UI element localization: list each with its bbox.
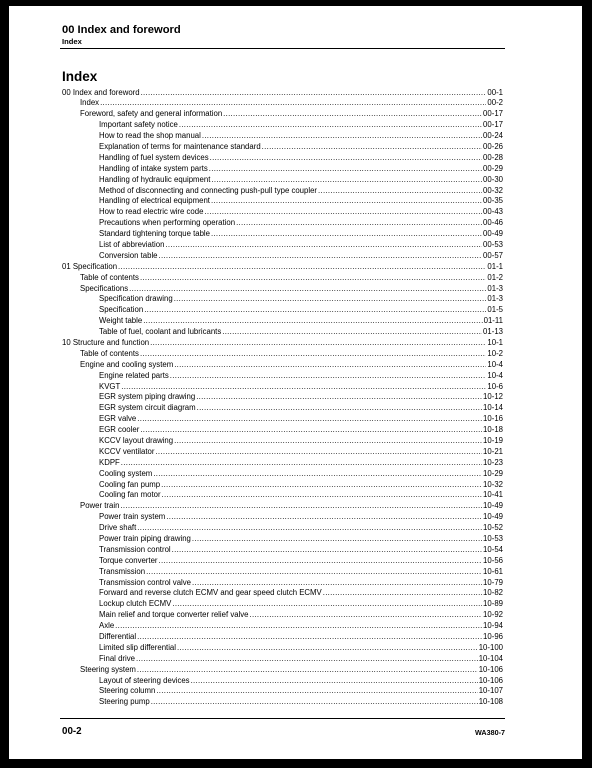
index-heading: Index — [62, 69, 98, 84]
dot-leader — [140, 349, 486, 360]
index-entry-page: 01-5 — [487, 305, 503, 315]
index-entry-label: Specifications — [80, 283, 129, 293]
index-entry-page: 00-46 — [483, 218, 503, 228]
index-entry-label: Foreword, safety and general information — [80, 109, 223, 119]
dot-leader — [137, 665, 478, 676]
index-entry-label: Axle — [99, 621, 115, 631]
index-entry-label: Table of contents — [80, 272, 139, 282]
index-entry[interactable] — [62, 643, 503, 654]
index-entry-label: EGR valve — [99, 414, 137, 424]
index-entry[interactable] — [62, 153, 503, 164]
index-entry-page: 00-17 — [483, 109, 503, 119]
index-entry[interactable] — [62, 588, 503, 599]
dot-leader — [137, 523, 482, 534]
index-entry-label: Power train piping drawing — [99, 534, 191, 544]
index-entry[interactable] — [62, 262, 503, 273]
index-entry-label: Method of disconnecting and connecting push-pull type coupler — [99, 185, 318, 195]
index-entry-page: 00-29 — [483, 163, 503, 173]
dot-leader — [144, 305, 486, 316]
index-entry[interactable] — [62, 665, 503, 676]
dot-leader — [118, 262, 486, 273]
dot-leader — [191, 676, 478, 687]
dot-leader — [172, 545, 482, 556]
dot-leader — [141, 88, 487, 99]
index-entry-page: 10-106 — [478, 664, 503, 674]
index-entry[interactable] — [62, 480, 503, 491]
index-entry-label: EGR system circuit diagram — [99, 403, 196, 413]
index-entry[interactable] — [62, 164, 503, 175]
dot-leader — [115, 621, 482, 632]
index-entry-page: 10-82 — [483, 588, 503, 598]
index-entry[interactable] — [62, 501, 503, 512]
dot-leader — [197, 403, 482, 414]
index-entry-label: Steering system — [80, 664, 136, 674]
index-entry-page: 00-2 — [487, 98, 503, 108]
index-entry-page: 01-13 — [483, 327, 503, 337]
dot-leader — [137, 414, 482, 425]
index-entry[interactable] — [62, 294, 503, 305]
table-of-contents — [62, 88, 503, 709]
index-entry-page: 01-3 — [487, 294, 503, 304]
index-entry-label: Power train — [80, 501, 120, 511]
index-entry[interactable] — [62, 403, 503, 414]
index-entry-page: 10-1 — [487, 337, 503, 347]
index-entry[interactable] — [62, 120, 503, 131]
dot-leader — [161, 480, 482, 491]
index-entry-page: 00-26 — [483, 141, 503, 151]
index-entry-page: 10-53 — [483, 534, 503, 544]
dot-leader — [177, 643, 478, 654]
index-entry-label: KVGT — [99, 381, 121, 391]
dot-leader — [174, 436, 482, 447]
dot-leader — [204, 207, 482, 218]
manual-page — [9, 6, 582, 759]
dot-leader — [155, 447, 482, 458]
index-entry-label: Index — [80, 98, 100, 108]
index-entry-page: 01-11 — [483, 316, 503, 326]
index-entry[interactable] — [62, 316, 503, 327]
index-entry[interactable] — [62, 327, 503, 338]
index-entry[interactable] — [62, 98, 503, 109]
dot-leader — [223, 109, 482, 120]
model-code: WA380-7 — [475, 728, 505, 737]
index-entry-label: Layout of steering devices — [99, 675, 190, 685]
chapter-title: 00 Index and foreword — [62, 24, 181, 36]
index-entry-page: 10-16 — [483, 414, 503, 424]
index-entry-label: KCCV layout drawing — [99, 436, 174, 445]
index-entry[interactable] — [62, 490, 503, 501]
index-entry-label: Weight table — [99, 316, 143, 326]
index-entry[interactable] — [62, 207, 503, 218]
index-entry-label: Final drive — [99, 653, 135, 663]
index-entry-label: Cooling system — [99, 468, 153, 478]
dot-leader — [100, 98, 486, 109]
index-entry-page: 00-32 — [483, 185, 503, 195]
dot-leader — [153, 469, 482, 480]
index-entry-page: 10-108 — [478, 697, 503, 707]
dot-leader — [318, 186, 482, 197]
index-entry-label: Handling of intake system parts — [99, 163, 208, 173]
index-entry-label: Steering pump — [99, 697, 150, 707]
index-entry-page: 10-92 — [483, 610, 503, 620]
header-divider — [60, 48, 505, 49]
index-entry-label: Steering column — [99, 686, 156, 696]
index-entry[interactable] — [62, 512, 503, 523]
index-entry[interactable] — [62, 338, 503, 349]
index-entry-label: How to read electric wire code — [99, 207, 204, 217]
index-entry-page: 00-24 — [483, 131, 503, 141]
index-entry-label: Lockup clutch ECMV — [99, 599, 172, 609]
dot-leader — [121, 382, 486, 393]
index-entry-page: 10-21 — [483, 446, 503, 456]
index-entry-page: 10-19 — [483, 436, 503, 445]
dot-leader — [192, 578, 482, 589]
index-entry-label: 01 Specification — [62, 261, 118, 271]
index-entry-label: Cooling fan motor — [99, 490, 161, 500]
index-entry-label: 00 Index and foreword — [62, 87, 140, 97]
index-entry-page: 10-54 — [483, 544, 503, 554]
index-entry[interactable] — [62, 196, 503, 207]
index-entry-page: 10-18 — [483, 425, 503, 435]
dot-leader — [323, 588, 482, 599]
index-entry-label: EGR system piping drawing — [99, 392, 196, 402]
index-entry-page: 00-53 — [483, 239, 503, 249]
index-entry-page: 00-30 — [483, 174, 503, 184]
index-entry-label: EGR cooler — [99, 425, 140, 435]
index-entry[interactable] — [62, 447, 503, 458]
index-entry-label: Differential — [99, 632, 137, 642]
index-entry-page: 10-52 — [483, 523, 503, 533]
index-entry-label: List of abbreviation — [99, 239, 165, 249]
index-entry-label: Main relief and torque converter relief valve — [99, 610, 249, 620]
index-entry[interactable] — [62, 371, 503, 382]
index-entry[interactable] — [62, 251, 503, 262]
dot-leader — [136, 654, 478, 665]
dot-leader — [159, 251, 483, 262]
index-entry-page: 10-41 — [483, 490, 503, 500]
index-entry-page: 10-2 — [487, 348, 503, 358]
dot-leader — [137, 632, 482, 643]
index-entry[interactable] — [62, 142, 503, 153]
index-entry-page: 10-4 — [487, 370, 503, 380]
index-entry-label: Handling of hydraulic equipment — [99, 174, 211, 184]
index-entry[interactable] — [62, 534, 503, 545]
index-entry-label: Transmission control valve — [99, 577, 192, 587]
dot-leader — [159, 556, 483, 567]
index-entry-page: 10-107 — [478, 686, 503, 696]
index-entry-page: 10-14 — [483, 403, 503, 413]
index-entry[interactable] — [62, 599, 503, 610]
index-entry-label: Specification — [99, 305, 144, 315]
index-entry[interactable] — [62, 284, 503, 295]
dot-leader — [129, 284, 486, 295]
index-entry-label: KCCV ventilator — [99, 446, 155, 456]
index-entry-page: 00-43 — [483, 207, 503, 217]
index-entry[interactable] — [62, 676, 503, 687]
index-entry-label: Handling of fuel system devices — [99, 152, 209, 162]
index-entry[interactable] — [62, 686, 503, 697]
index-entry[interactable] — [62, 469, 503, 480]
index-entry[interactable] — [62, 240, 503, 251]
index-entry-label: Explanation of terms for maintenance standard — [99, 141, 261, 151]
index-entry-page: 10-61 — [483, 566, 503, 576]
dot-leader — [151, 697, 478, 708]
index-entry[interactable] — [62, 349, 503, 360]
index-entry-label: Important safety notice — [99, 120, 178, 130]
index-entry-label: Engine related parts — [99, 370, 169, 380]
dot-leader — [174, 360, 486, 371]
index-entry-page: 01-3 — [487, 283, 503, 293]
index-entry-label: Cooling fan pump — [99, 479, 161, 489]
dot-leader — [146, 567, 482, 578]
index-entry-page: 00-17 — [483, 120, 503, 130]
index-entry[interactable] — [62, 425, 503, 436]
index-entry-page: 10-32 — [483, 479, 503, 489]
index-entry-label: Standard tightening torque table — [99, 229, 210, 239]
dot-leader — [211, 196, 482, 207]
index-entry[interactable] — [62, 545, 503, 556]
dot-leader — [209, 164, 482, 175]
index-entry-page: 10-89 — [483, 599, 503, 609]
index-entry-page: 10-49 — [483, 501, 503, 511]
index-entry[interactable] — [62, 697, 503, 708]
page-number: 00-2 — [62, 726, 82, 737]
index-entry-page: 00-1 — [487, 87, 503, 97]
index-entry-label: Torque converter — [99, 555, 158, 565]
index-entry[interactable] — [62, 218, 503, 229]
index-entry[interactable] — [62, 610, 503, 621]
index-entry[interactable] — [62, 360, 503, 371]
index-entry-label: Forward and reverse clutch ECMV and gear speed clutch ECMV — [99, 588, 322, 598]
index-entry-page: 00-57 — [483, 250, 503, 260]
index-entry-page: 10-12 — [483, 392, 503, 402]
section-subtitle: Index — [62, 37, 82, 46]
index-entry-label: Drive shaft — [99, 523, 137, 533]
index-entry-label: Transmission control — [99, 544, 171, 554]
index-entry-label: Specification drawing — [99, 294, 173, 304]
dot-leader — [202, 131, 482, 142]
index-entry-page: 10-79 — [483, 577, 503, 587]
index-entry-page: 10-104 — [478, 653, 503, 663]
footer-divider — [60, 718, 505, 719]
index-entry-label: Handling of electrical equipment — [99, 196, 210, 206]
index-entry[interactable] — [62, 392, 503, 403]
dot-leader — [192, 534, 482, 545]
index-entry[interactable] — [62, 109, 503, 120]
index-entry[interactable] — [62, 523, 503, 534]
dot-leader — [162, 490, 483, 501]
index-entry-label: Limited slip differential — [99, 642, 176, 652]
index-entry-label: Table of fuel, coolant and lubricants — [99, 327, 222, 337]
index-entry[interactable] — [62, 131, 503, 142]
index-entry-label: 10 Structure and function — [62, 337, 150, 347]
index-entry-page: 10-29 — [483, 468, 503, 478]
index-entry-label: Transmission — [99, 566, 146, 576]
index-entry-page: 01-1 — [487, 261, 503, 271]
dot-leader — [150, 338, 486, 349]
index-entry-page: 10-100 — [478, 642, 503, 652]
dot-leader — [262, 142, 482, 153]
dot-leader — [196, 392, 482, 403]
index-entry-page: 10-56 — [483, 555, 503, 565]
index-entry-page: 10-6 — [487, 381, 503, 391]
index-entry[interactable] — [62, 632, 503, 643]
dot-leader — [174, 294, 487, 305]
dot-leader — [156, 686, 477, 697]
dot-leader — [143, 316, 482, 327]
dot-leader — [165, 240, 482, 251]
index-entry-page: 01-2 — [487, 272, 503, 282]
dot-leader — [166, 512, 482, 523]
index-entry-page: 10-49 — [483, 512, 503, 522]
index-entry[interactable] — [62, 458, 503, 469]
index-entry[interactable] — [62, 436, 503, 447]
index-entry-label: Engine and cooling system — [80, 359, 174, 369]
index-entry[interactable] — [62, 621, 503, 632]
index-entry-page: 10-94 — [483, 621, 503, 631]
dot-leader — [140, 273, 486, 284]
index-entry-page: 10-96 — [483, 632, 503, 642]
index-entry[interactable] — [62, 305, 503, 316]
index-entry-label: KDPF — [99, 457, 120, 467]
dot-leader — [222, 327, 482, 338]
index-entry[interactable] — [62, 414, 503, 425]
dot-leader — [120, 501, 482, 512]
index-entry[interactable] — [62, 186, 503, 197]
dot-leader — [140, 425, 482, 436]
index-entry[interactable] — [62, 556, 503, 567]
index-entry[interactable] — [62, 578, 503, 589]
index-entry-page: 10-106 — [478, 675, 503, 685]
index-entry-label: Precautions when performing operation — [99, 218, 236, 228]
dot-leader — [211, 175, 482, 186]
index-entry-page: 00-49 — [483, 229, 503, 239]
index-entry[interactable] — [62, 88, 503, 99]
dot-leader — [179, 120, 482, 131]
index-entry-page: 10-23 — [483, 457, 503, 467]
dot-leader — [172, 599, 482, 610]
index-entry-page: 00-28 — [483, 152, 503, 162]
index-entry-label: Conversion table — [99, 250, 158, 260]
dot-leader — [250, 610, 483, 621]
index-entry-label: Power train system — [99, 512, 166, 522]
index-entry[interactable] — [62, 382, 503, 393]
dot-leader — [170, 371, 487, 382]
dot-leader — [236, 218, 482, 229]
index-entry[interactable] — [62, 654, 503, 665]
index-entry[interactable] — [62, 175, 503, 186]
index-entry[interactable] — [62, 567, 503, 578]
index-entry-label: Table of contents — [80, 348, 139, 358]
index-entry-label: How to read the shop manual — [99, 131, 201, 141]
index-entry-page: 10-4 — [487, 359, 503, 369]
index-entry-page: 00-35 — [483, 196, 503, 206]
dot-leader — [121, 458, 482, 469]
index-entry[interactable] — [62, 273, 503, 284]
dot-leader — [210, 153, 482, 164]
index-entry[interactable] — [62, 229, 503, 240]
dot-leader — [211, 229, 482, 240]
